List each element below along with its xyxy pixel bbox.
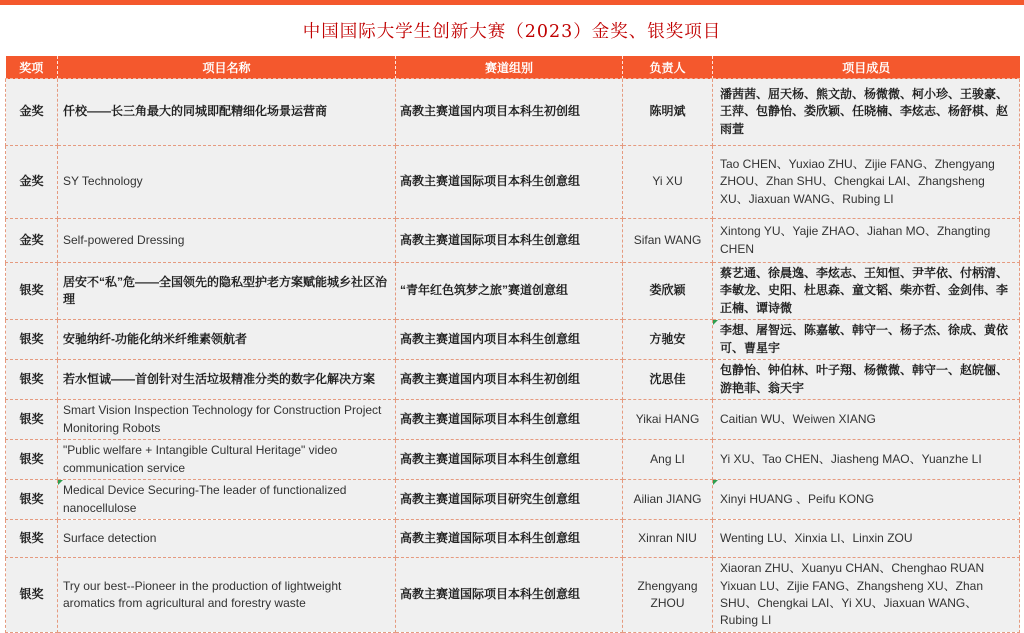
track-cell: 高教主赛道国际项目本科生创意组 xyxy=(396,558,623,633)
leader-cell: Zhengyang ZHOU xyxy=(623,558,713,633)
track-cell: 高教主赛道国际项目本科生创意组 xyxy=(396,219,623,263)
table-row xyxy=(6,400,1020,440)
leader-cell: Ailian JIANG xyxy=(623,480,713,520)
members-cell: Xintong YU、Yajie ZHAO、Jiahan MO、Zhangting CHEN xyxy=(713,219,1020,263)
leader-cell: 娄欣颖 xyxy=(623,263,713,320)
award-cell: 银奖 xyxy=(6,320,58,360)
leader-cell: Xinran NIU xyxy=(623,520,713,558)
members-cell: 潘茜茜、屈天杨、熊文劼、杨微微、柯小珍、王骏豪、王萍、包静怡、娄欣颖、任晓楠、李炫志、杨舒棋、赵雨萱 xyxy=(713,79,1020,146)
title-area xyxy=(0,5,1024,56)
award-cell: 银奖 xyxy=(6,360,58,400)
project-name-cell: Self-powered Dressing xyxy=(58,219,396,263)
project-name-cell: 仟校——长三角最大的同城即配精细化场景运营商 xyxy=(58,79,396,146)
page-title: 中国国际大学生创新大赛（2023）金奖、银奖项目 xyxy=(302,22,722,42)
award-cell: 金奖 xyxy=(6,146,58,219)
members-cell: Yi XU、Tao CHEN、Jiasheng MAO、Yuanzhe LI xyxy=(713,440,1020,480)
track-cell: 高教主赛道国际项目本科生创意组 xyxy=(396,146,623,219)
table-row xyxy=(6,440,1020,480)
track-cell: “青年红色筑梦之旅”赛道创意组 xyxy=(396,263,623,320)
members-cell: Caitian WU、Weiwen XIANG xyxy=(713,400,1020,440)
project-name-cell: 安驰纳纤-功能化纳米纤维素领航者 xyxy=(58,320,396,360)
table-row xyxy=(6,520,1020,558)
table-row xyxy=(6,219,1020,263)
table-row xyxy=(6,79,1020,146)
track-cell: 高教主赛道国际项目本科生创意组 xyxy=(396,440,623,480)
leader-cell: Yikai HANG xyxy=(623,400,713,440)
award-cell: 银奖 xyxy=(6,520,58,558)
members-cell: Xinyi HUANG 、Peifu KONG xyxy=(713,480,1020,520)
project-name-cell: 居安不“私”危——全国领先的隐私型护老方案赋能城乡社区治理 xyxy=(58,263,396,320)
table-row xyxy=(6,360,1020,400)
members-cell: Xiaoran ZHU、Xuanyu CHAN、Chenghao RUAN Yixuan LU、Zijie FANG、Zhangsheng XU、Zhan SHU、Chengkai LAI、Yi XU、Jiaxuan WANG、Rubing LI xyxy=(713,558,1020,633)
track-cell: 高教主赛道国际项目研究生创意组 xyxy=(396,480,623,520)
project-name-cell: Try our best--Pioneer in the production of lightweight aromatics from agricultural and forestry waste xyxy=(58,558,396,633)
header-project-name: 项目名称 xyxy=(58,56,396,79)
table-row xyxy=(6,263,1020,320)
award-cell: 金奖 xyxy=(6,79,58,146)
project-name-cell: 若水恒诚——首创针对生活垃圾精准分类的数字化解决方案 xyxy=(58,360,396,400)
awards-table xyxy=(5,56,1020,633)
table-row xyxy=(6,320,1020,360)
leader-cell: 陈明斌 xyxy=(623,79,713,146)
leader-cell: Yi XU xyxy=(623,146,713,219)
header-members: 项目成员 xyxy=(713,56,1020,79)
track-cell: 高教主赛道国内项目本科生初创组 xyxy=(396,360,623,400)
header-track-group: 赛道组别 xyxy=(396,56,623,79)
project-name-cell: Smart Vision Inspection Technology for Construction Project Monitoring Robots xyxy=(58,400,396,440)
table-row xyxy=(6,480,1020,520)
project-name-cell: SY Technology xyxy=(58,146,396,219)
header-award: 奖项 xyxy=(6,56,58,79)
award-cell: 银奖 xyxy=(6,400,58,440)
award-cell: 银奖 xyxy=(6,480,58,520)
members-cell: 蔡艺通、徐晨逸、李炫志、王知恒、尹芊依、付柄清、李敏龙、史阳、杜思森、童文韬、柴亦哲、金剑伟、李正楠、谭诗微 xyxy=(713,263,1020,320)
members-cell: 李想、屠智远、陈嘉敏、韩守一、杨子杰、徐成、黄依可、曹星宇 xyxy=(713,320,1020,360)
leader-cell: 方驰安 xyxy=(623,320,713,360)
leader-cell: 沈思佳 xyxy=(623,360,713,400)
project-name-cell: Medical Device Securing-The leader of functionalized nanocellulose xyxy=(58,480,396,520)
members-cell: 包静怡、钟伯林、叶子翔、杨微微、韩守一、赵皖俪、游艳菲、翁天宇 xyxy=(713,360,1020,400)
track-cell: 高教主赛道国内项目本科生创意组 xyxy=(396,320,623,360)
leader-cell: Ang LI xyxy=(623,440,713,480)
header-leader: 负责人 xyxy=(623,56,713,79)
header-row xyxy=(6,56,1020,79)
members-cell: Tao CHEN、Yuxiao ZHU、Zijie FANG、Zhengyang ZHOU、Zhan SHU、Chengkai LAI、Zhangsheng XU、Jiaxuan WANG、Rubing LI xyxy=(713,146,1020,219)
project-name-cell: Surface detection xyxy=(58,520,396,558)
award-cell: 银奖 xyxy=(6,263,58,320)
table-row xyxy=(6,558,1020,633)
track-cell: 高教主赛道国内项目本科生初创组 xyxy=(396,79,623,146)
leader-cell: Sifan WANG xyxy=(623,219,713,263)
project-name-cell: "Public welfare + Intangible Cultural Heritage" video communication service xyxy=(58,440,396,480)
track-cell: 高教主赛道国际项目本科生创意组 xyxy=(396,520,623,558)
track-cell: 高教主赛道国际项目本科生创意组 xyxy=(396,400,623,440)
award-cell: 金奖 xyxy=(6,219,58,263)
award-cell: 银奖 xyxy=(6,440,58,480)
award-cell: 银奖 xyxy=(6,558,58,633)
members-cell: Wenting LU、Xinxia LI、Linxin ZOU xyxy=(713,520,1020,558)
table-row xyxy=(6,146,1020,219)
